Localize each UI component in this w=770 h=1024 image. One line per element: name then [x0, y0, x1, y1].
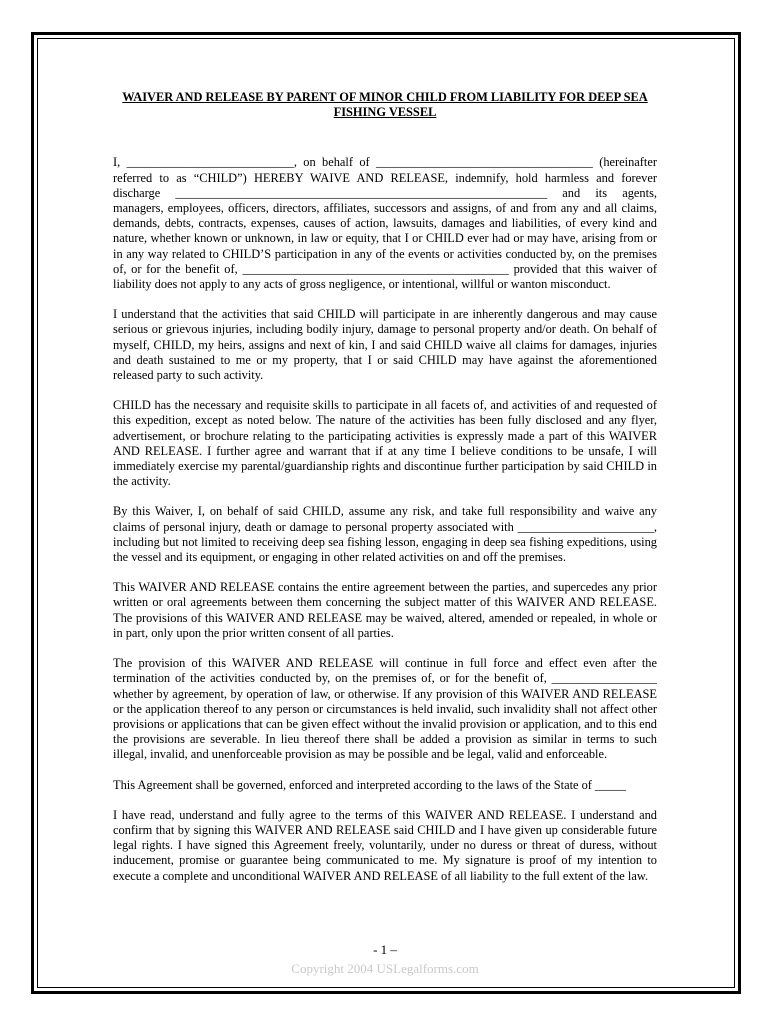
paragraph-acknowledgement: I have read, understand and fully agree to the terms of this WAIVER AND RELEASE. I understand and confirm that by signing this WAIVER AND RELEASE said CHILD and I have given up considerable future legal rights. I have signed this Agreement freely, voluntarily, under no duress or threat of duress, without inducement, promise or guarantee being communicated to me. My signature is proof of my intention to execute a complete and unconditional WAIVER AND RELEASE of all liability to the full extent of the law. [113, 807, 657, 883]
paragraph-severability: The provision of this WAIVER AND RELEASE will continue in full force and effect even after the termination of the activities conducted by, on the premises of, or for the benefit of, _________________ whether by agreement, by operation of law, or otherwise. If any provision of this WAIVER AND RELEASE or the application thereof to any person or circumstances is held invalid, such invalidity shall not affect other provisions or applications that can be given effect without the invalid provision or application, and to this end the provisions are severable. In lieu thereof there shall be added a provision as similar in terms to such illegal, invalid, and unenforceable provision as may be possible and be legal, valid and enforceable. [113, 656, 657, 762]
document-title: WAIVER AND RELEASE BY PARENT OF MINOR CHILD FROM LIABILITY FOR DEEP SEA FISHING VESSEL [122, 90, 648, 120]
paragraph-assume-risk: By this Waiver, I, on behalf of said CHILD, assume any risk, and take full responsibility and waive any claims of personal injury, death or damage to personal property associated with ______________________, including but not limited to receiving deep sea fishing lesson, engaging in deep sea fishing expeditions, using the vessel and its equipment, or engaging in other related activities on and off the premises. [113, 504, 657, 565]
paragraph-entire-agreement: This WAIVER AND RELEASE contains the entire agreement between the parties, and supercedes any prior written or oral agreements between them concerning the subject matter of this WAIVER AND RELEASE. The provisions of this WAIVER AND RELEASE may be waived, altered, amended or repealed, in whole or in part, only upon the prior written consent of all parties. [113, 580, 657, 640]
copyright-watermark: Copyright 2004 USLegalforms.com [291, 961, 479, 976]
document-body [113, 90, 657, 899]
paragraph-release-parties: I, ___________________________, on behalf of ___________________________________ (hereinafter referred to as “CHILD”) HEREBY WAIVE AND RELEASE, indemnify, hold harmless and forever discharge ____________________________________________________________ and its agents, managers, employees, officers, directors, affiliates, successors and assigns, of and from any and all claims, demands, debts, contracts, expenses, causes of action, lawsuits, damages and liabilities, of every kind and nature, whether known or unknown, in law or equity, that I or CHILD ever had or may have, arising from or in any way related to CHILD’S participation in any of the events or activities conducted by, on the premises of, or for the benefit of, ___________________________________________ provided that this waiver of liability does not apply to any acts of gross negligence, or intentional, willful or wanton misconduct. [113, 155, 657, 292]
paragraph-governing-law: This Agreement shall be governed, enforced and interpreted according to the laws of the State of _____ [113, 777, 627, 792]
page-number: - 1 – [373, 942, 397, 957]
paragraph-child-skills: CHILD has the necessary and requisite skills to participate in all facets of, and activities of and requested of this expedition, except as noted below. The nature of the activities has been fully disclosed and any flyer, advertisement, or brochure relating to the participating activities is expressly made a part of this WAIVER AND RELEASE. I further agree and warrant that if at any time I believe conditions to be unsafe, I will immediately exercise my parental/guardianship rights and discontinue further participation by said CHILD in the activity. [113, 398, 657, 489]
paragraph-inherent-danger: I understand that the activities that said CHILD will participate in are inherently dangerous and may cause serious or grievous injuries, including bodily injury, damage to personal property and/or death. On behalf of myself, CHILD, my heirs, assigns and next of kin, I and said CHILD waive all claims for damages, injuries and death sustained to me or my property, that I or said CHILD may have against the aforementioned released party to such activity. [113, 307, 657, 383]
